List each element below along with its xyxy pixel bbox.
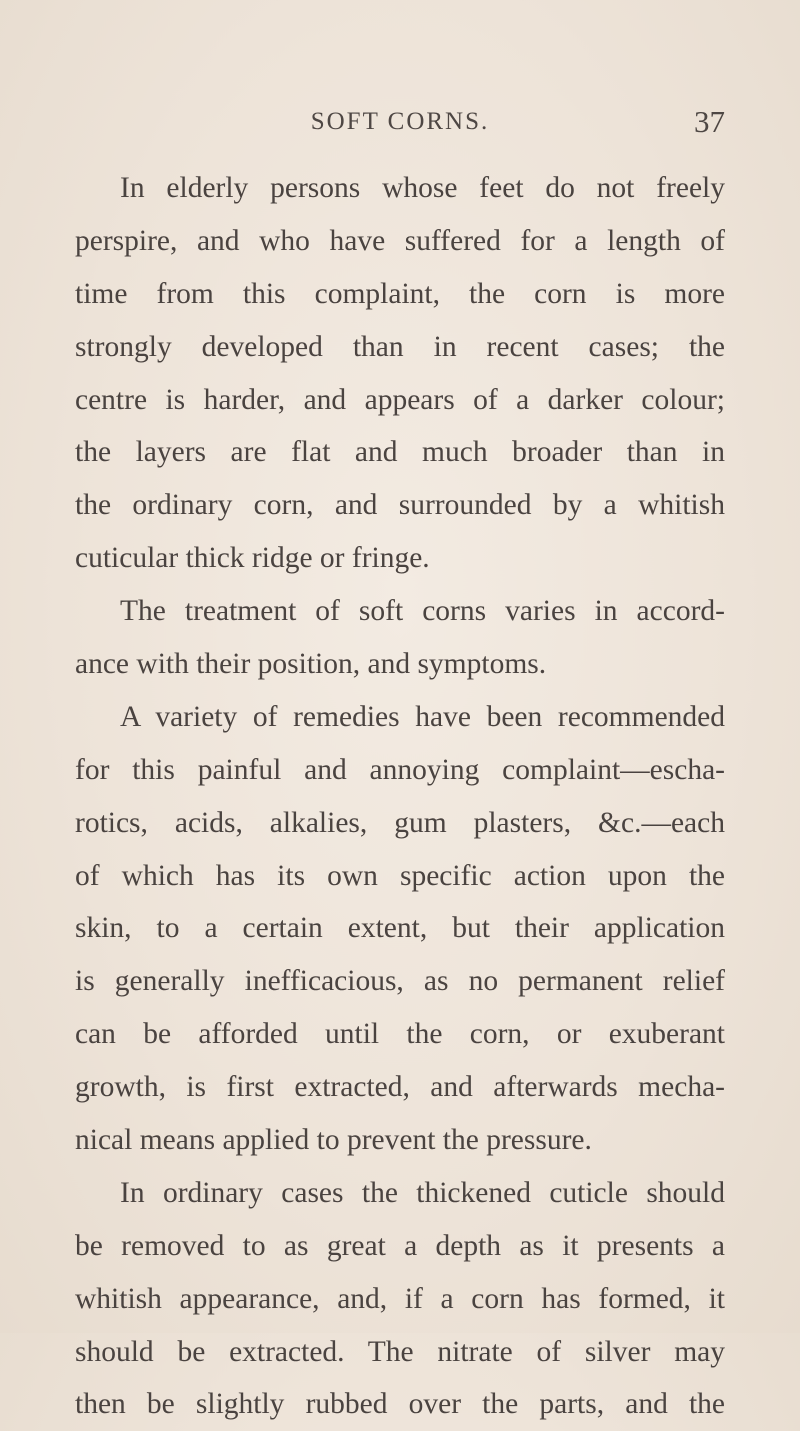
text-line: can be afforded until the corn, or exuberant	[75, 1018, 725, 1051]
text-line: should be extracted. The nitrate of silver may	[75, 1335, 725, 1368]
text-line: centre is harder, and appears of a darker colour;	[75, 383, 725, 416]
page-number: 37	[694, 104, 725, 139]
text-line: then be slightly rubbed over the parts, and the	[75, 1388, 725, 1421]
text-line: strongly developed than in recent cases; the	[75, 330, 725, 363]
text-line: be removed to as great a depth as it presents a	[75, 1229, 725, 1262]
text-line: for this painful and annoying complaint—escha-	[75, 753, 725, 786]
text-line: nical means applied to prevent the pressure.	[75, 1124, 592, 1157]
running-title: SOFT CORNS.	[310, 108, 490, 135]
text-line: skin, to a certain extent, but their application	[75, 912, 725, 945]
text-line: In elderly persons whose feet do not freely	[120, 172, 725, 204]
text-line: In ordinary cases the thickened cuticle should	[120, 1176, 725, 1209]
text-line: A variety of remedies have been recommended	[120, 700, 725, 733]
text-line: growth, is first extracted, and afterwards mecha-	[75, 1071, 725, 1104]
text-line: of which has its own specific action upon the	[75, 859, 725, 892]
text-line: cuticular thick ridge or fringe.	[75, 542, 430, 575]
text-line: rotics, acids, alkalies, gum plasters, &c.—each	[75, 806, 725, 839]
text-line: is generally inefficacious, as no permanent relief	[75, 965, 725, 998]
body-text	[75, 162, 725, 1431]
text-line: time from this complaint, the corn is more	[75, 277, 725, 310]
text-line: whitish appearance, and, if a corn has formed, it	[75, 1282, 725, 1315]
text-line: the ordinary corn, and surrounded by a whitish	[75, 489, 725, 522]
text-line: perspire, and who have suffered for a length of	[75, 224, 725, 257]
text-line: The treatment of soft corns varies in accord-	[120, 595, 725, 628]
text-line: ance with their position, and symptoms.	[75, 648, 547, 681]
running-head	[75, 104, 725, 148]
text-line: the layers are flat and much broader than in	[75, 436, 725, 469]
